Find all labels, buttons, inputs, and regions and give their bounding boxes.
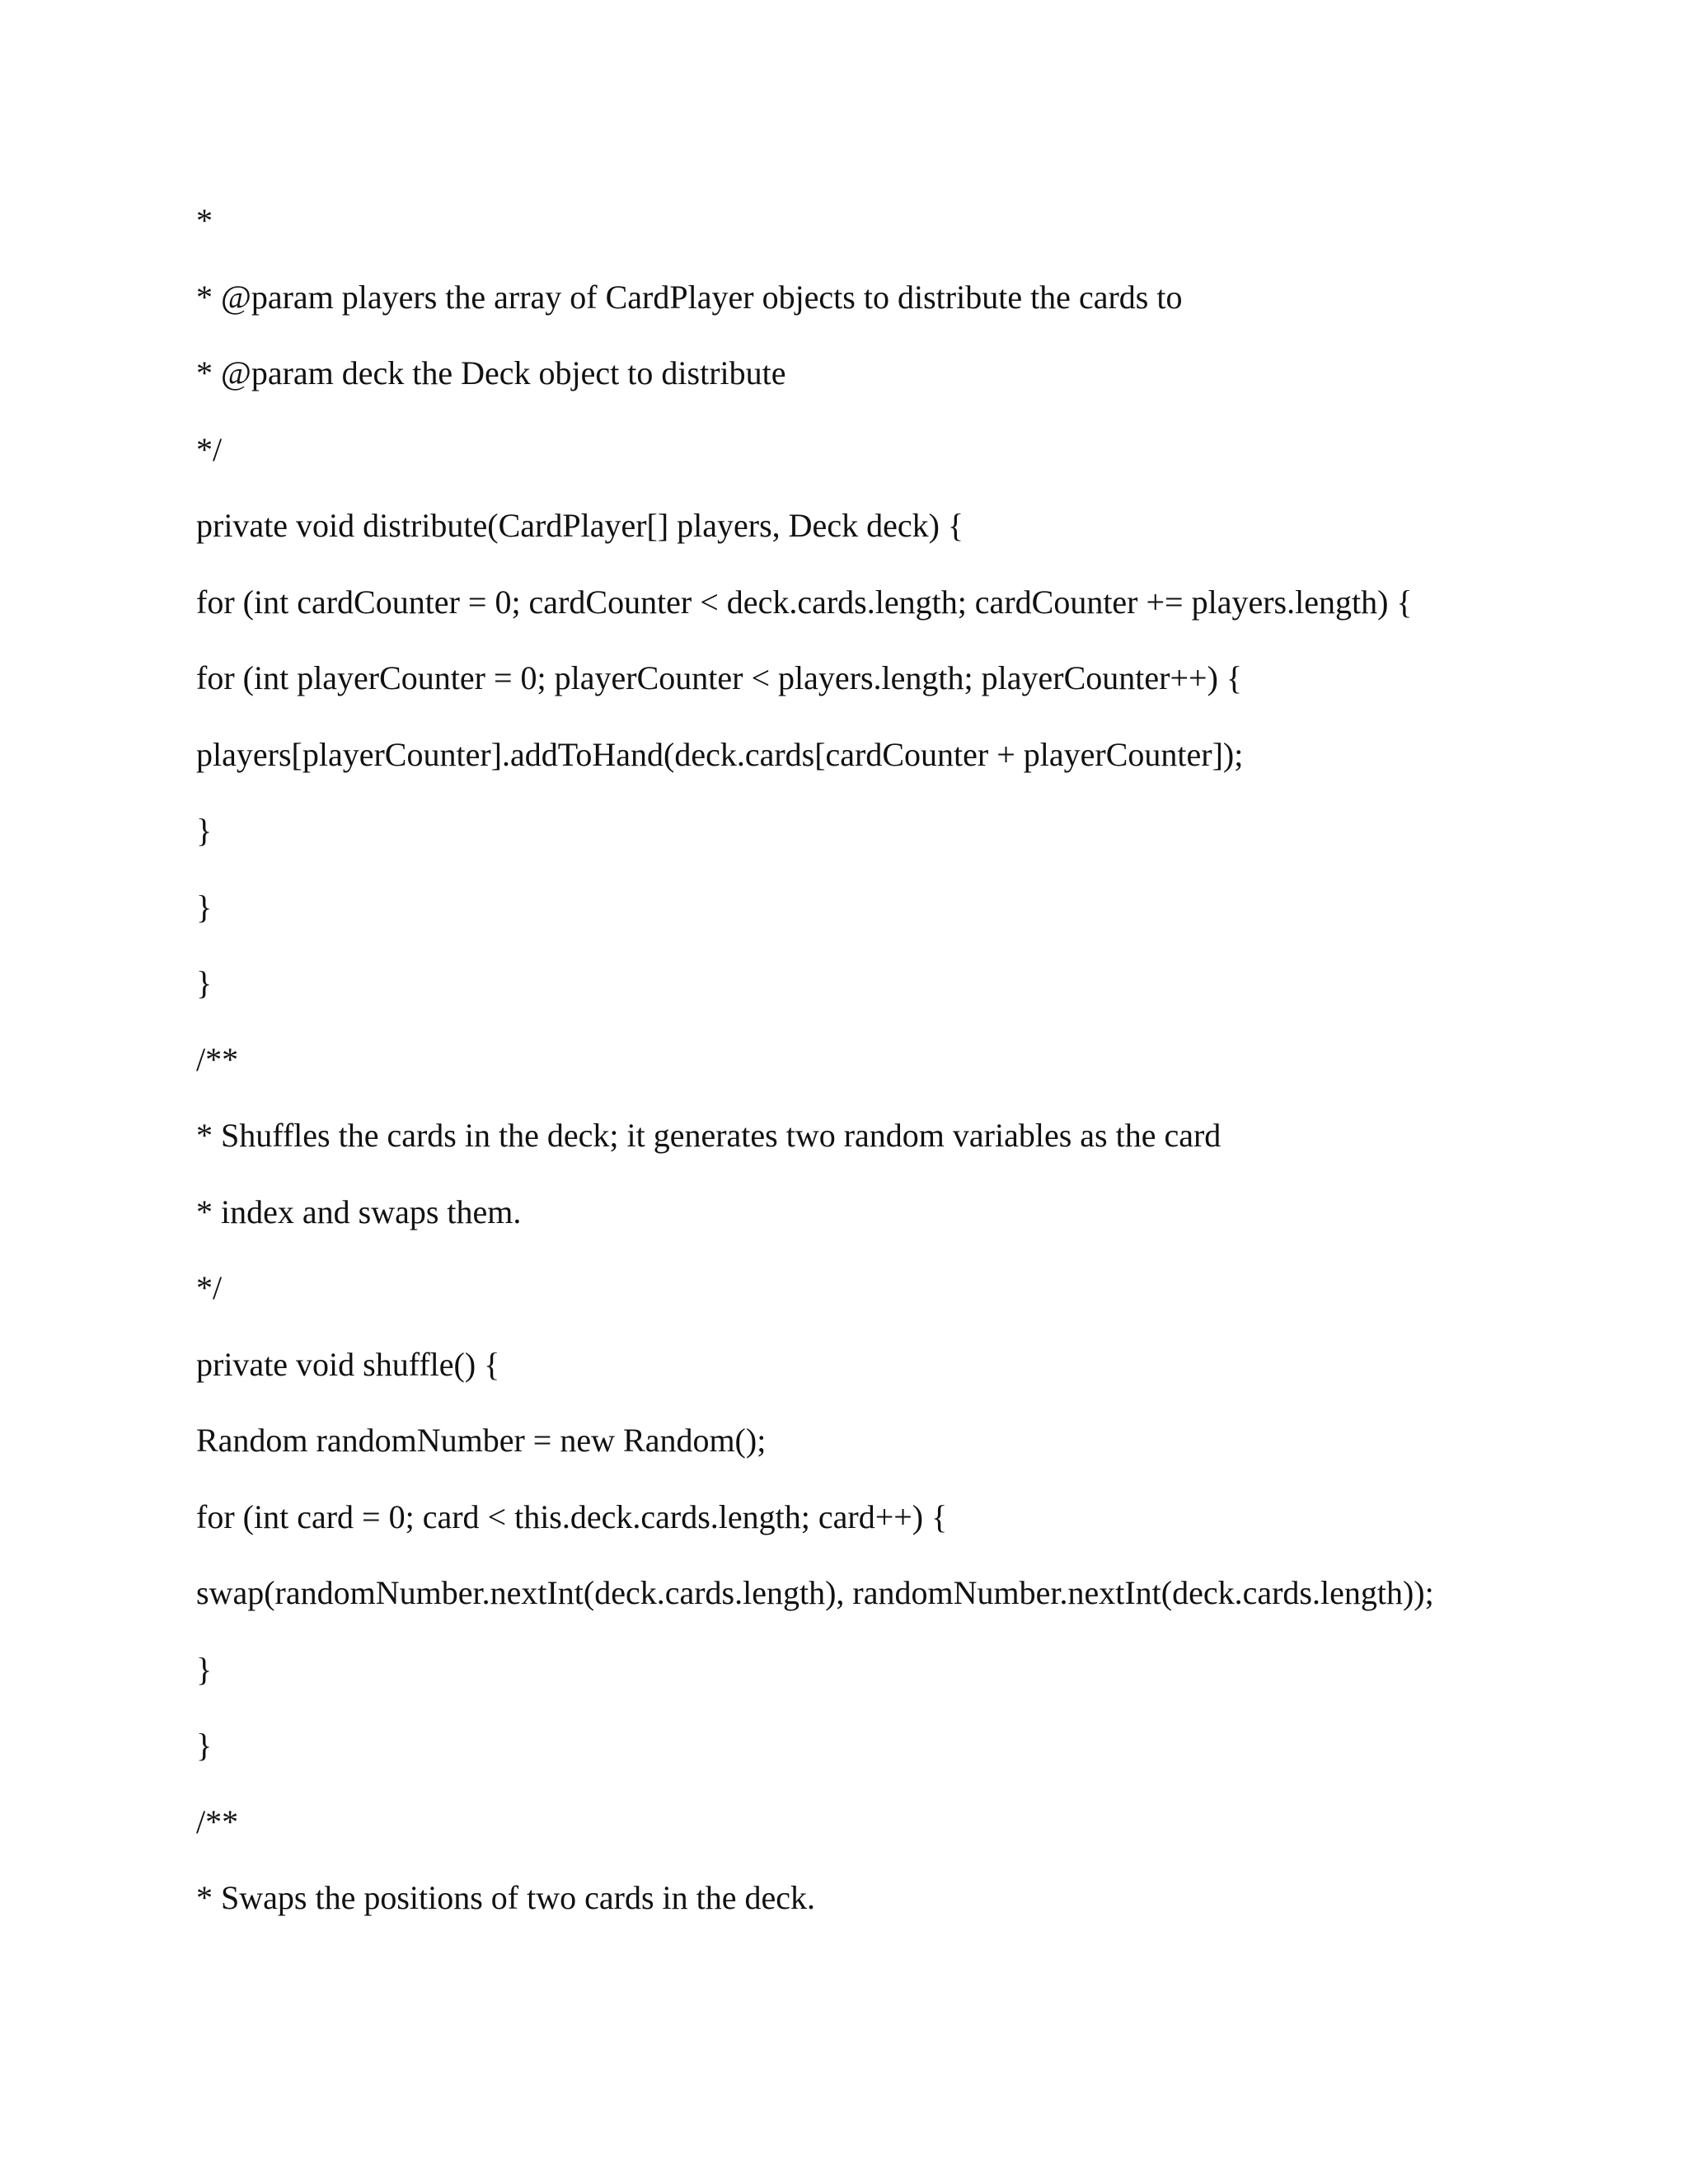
code-line: * Swaps the positions of two cards in the deck. [196,1879,815,1916]
code-line: swap(randomNumber.nextInt(deck.cards.length), randomNumber.nextInt(deck.cards.length)); [196,1574,1434,1611]
code-line: * @param deck the Deck object to distribute [196,354,786,391]
code-line: for (int playerCounter = 0; playerCounter < players.length; playerCounter++) { [196,659,1243,696]
code-line: } [196,888,213,926]
code-line: Random randomNumber = new Random(); [196,1422,767,1459]
code-line: * [196,202,213,239]
code-line: } [196,964,213,1001]
code-line: * index and swaps them. [196,1193,522,1230]
code-line: private void distribute(CardPlayer[] players, Deck deck) { [196,507,964,544]
code-line: */ [196,430,223,468]
code-line: /** [196,1802,239,1840]
code-line: * @param players the array of CardPlayer objects to distribute the cards to [196,278,1183,316]
code-line: * Shuffles the cards in the deck; it generates two random variables as the card [196,1117,1221,1154]
code-line: } [196,1650,213,1688]
code-line: } [196,1727,213,1764]
code-line: private void shuffle() { [196,1345,500,1383]
code-line: */ [196,1269,223,1306]
code-line: /** [196,1040,239,1078]
code-listing [196,183,1531,1937]
code-line: } [196,812,213,849]
code-line: for (int card = 0; card < this.deck.cards.length; card++) { [196,1497,948,1535]
code-line: for (int cardCounter = 0; cardCounter < deck.cards.length; cardCounter += players.length) { [196,583,1413,621]
code-line: players[playerCounter].addToHand(deck.cards[cardCounter + playerCounter]); [196,735,1244,773]
